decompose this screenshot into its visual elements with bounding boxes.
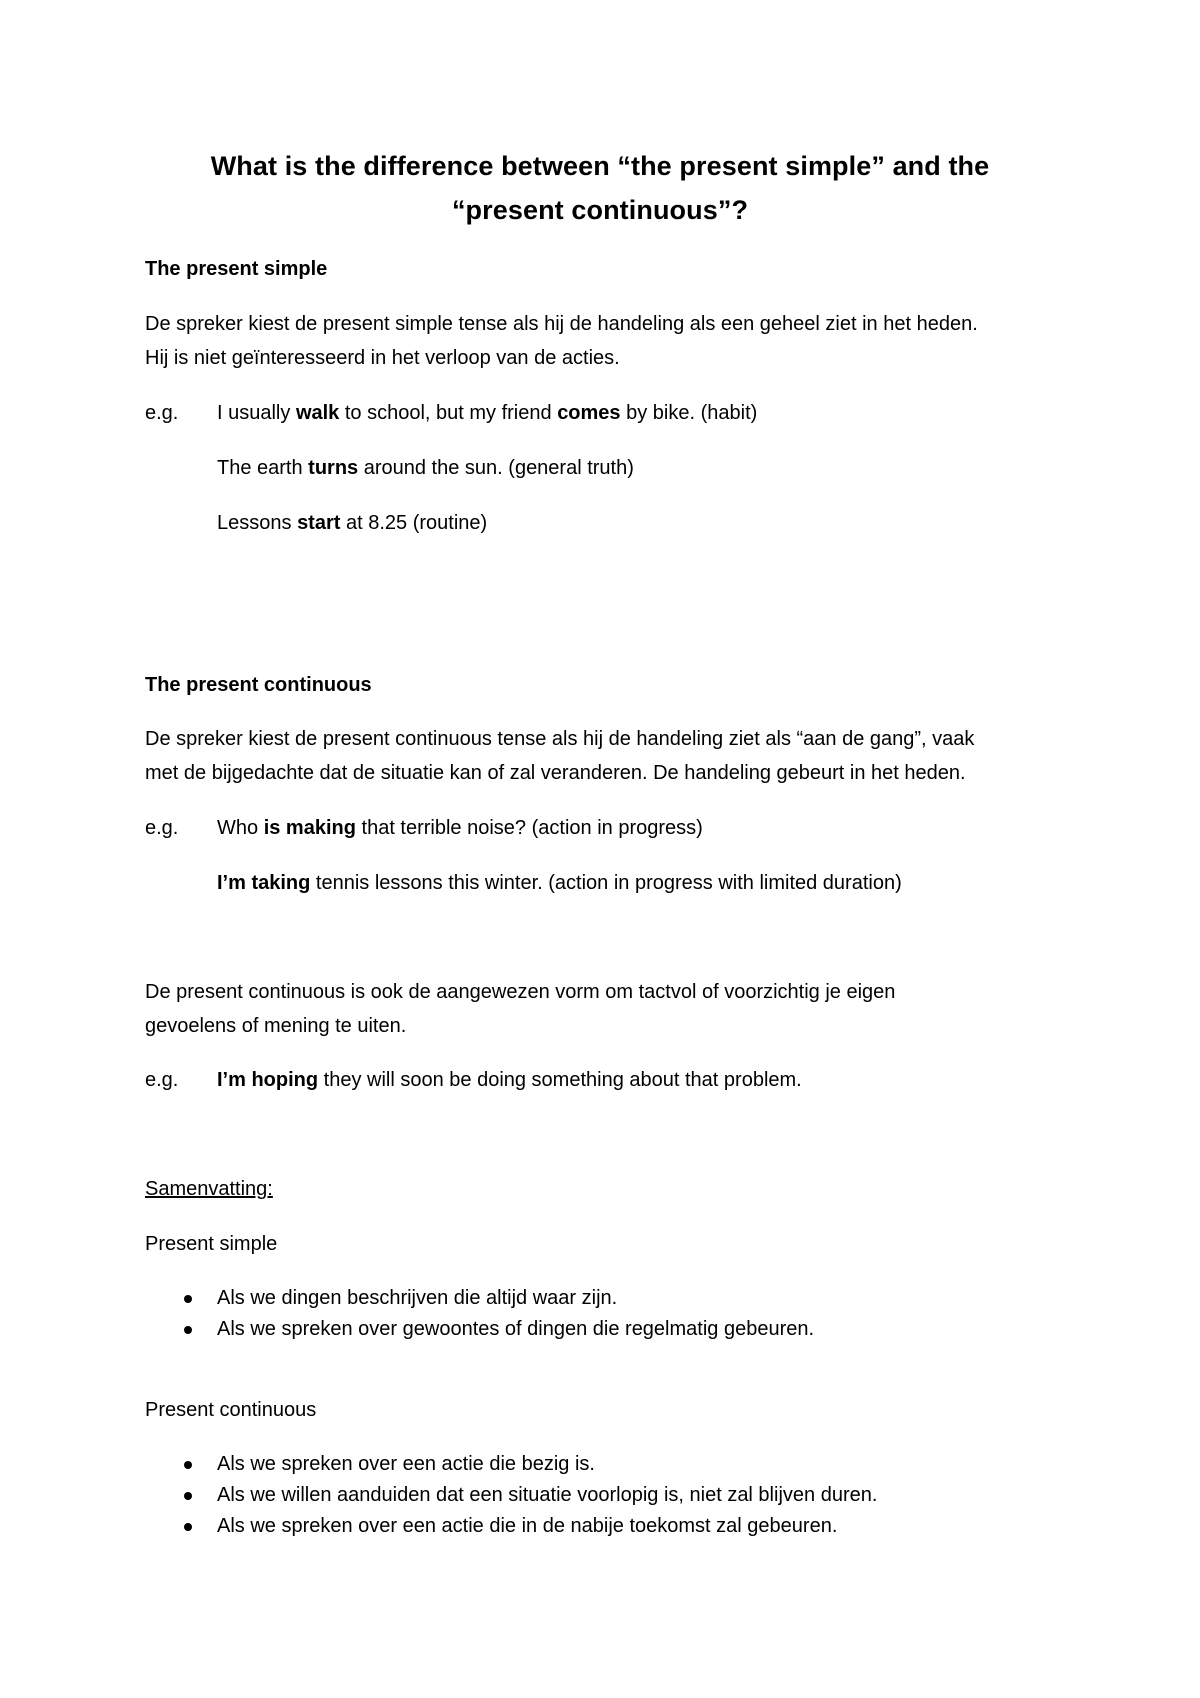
example-verb: I’m taking (217, 872, 311, 894)
list-item-text: Als we dingen beschrijven die altijd waar zijn. (217, 1287, 618, 1309)
list-item-text: Als we spreken over een actie die bezig is. (217, 1453, 595, 1475)
example-text: I usually (217, 402, 296, 424)
tactful-paragraph-line-1: De present continuous is ook de aangewezen vorm om tactvol of voorzichtig je eigen (145, 981, 896, 1003)
bullet-icon (184, 1295, 192, 1303)
example-text: that terrible noise? (action in progress) (355, 817, 703, 839)
present-simple-example-1 (217, 396, 757, 430)
example-text: The earth (217, 457, 309, 479)
list-item-text: Als we spreken over een actie die in de nabije toekomst zal gebeuren. (217, 1515, 838, 1537)
present-simple-paragraph-line-2: Hij is niet geïnteresseerd in het verloop van de acties. (145, 347, 620, 369)
title-line-2: “present continuous”? (451, 195, 749, 225)
bullet-icon (184, 1461, 192, 1469)
list-item-text: Als we spreken over gewoontes of dingen die regelmatig gebeuren. (217, 1318, 815, 1340)
list-item-text: Als we willen aanduiden dat een situatie voorlopig is, niet zal blijven duren. (217, 1484, 878, 1506)
present-simple-heading: The present simple (145, 258, 328, 280)
present-continuous-example-2 (217, 866, 902, 900)
document-title (0, 144, 1200, 232)
list-item (180, 1449, 877, 1480)
list-item (180, 1511, 877, 1542)
example-text: at 8.25 (routine) (340, 512, 488, 534)
example-text: to school, but my friend (339, 402, 558, 424)
example-text: they will soon be doing something about that problem. (318, 1069, 802, 1091)
summary-present-simple-label: Present simple (145, 1233, 278, 1255)
example-text: Lessons (217, 512, 298, 534)
example-verb: start (297, 512, 341, 534)
example-verb: is making (263, 817, 356, 839)
summary-heading: Samenvatting: (145, 1178, 273, 1200)
tactful-paragraph-line-2: gevoelens of mening te uiten. (145, 1015, 407, 1037)
present-simple-paragraph-line-1: De spreker kiest de present simple tense als hij de handeling als een geheel ziet in het heden. (145, 313, 978, 335)
list-item (180, 1283, 814, 1314)
example-verb: comes (557, 402, 621, 424)
present-simple-example-2 (217, 451, 634, 485)
bullet-icon (184, 1492, 192, 1500)
list-item (180, 1314, 814, 1345)
present-continuous-paragraph-line-2: met de bijgedachte dat de situatie kan of zal veranderen. De handeling gebeurt in het heden. (145, 762, 966, 784)
example-verb: I’m hoping (217, 1069, 319, 1091)
bullet-icon (184, 1523, 192, 1531)
example-label: e.g. (145, 817, 179, 839)
summary-present-simple-list (180, 1283, 814, 1345)
present-continuous-example-1 (217, 811, 703, 845)
title-line-1: What is the difference between “the present simple” and the (210, 151, 990, 181)
tactful-example (217, 1063, 802, 1097)
summary-present-continuous-label: Present continuous (145, 1399, 317, 1421)
example-text: by bike. (habit) (620, 402, 758, 424)
summary-present-continuous-list (180, 1449, 877, 1542)
present-continuous-paragraph-line-1: De spreker kiest de present continuous tense als hij de handeling ziet als “aan de gang”, vaak (145, 728, 975, 750)
example-text: Who (217, 817, 264, 839)
example-text: tennis lessons this winter. (action in progress with limited duration) (310, 872, 902, 894)
example-label: e.g. (145, 402, 179, 424)
present-simple-example-3 (217, 506, 487, 540)
example-label: e.g. (145, 1069, 179, 1091)
bullet-icon (184, 1326, 192, 1334)
example-verb: walk (295, 402, 340, 424)
list-item (180, 1480, 877, 1511)
example-verb: turns (308, 457, 359, 479)
present-continuous-heading: The present continuous (145, 674, 372, 696)
example-text: around the sun. (general truth) (358, 457, 634, 479)
